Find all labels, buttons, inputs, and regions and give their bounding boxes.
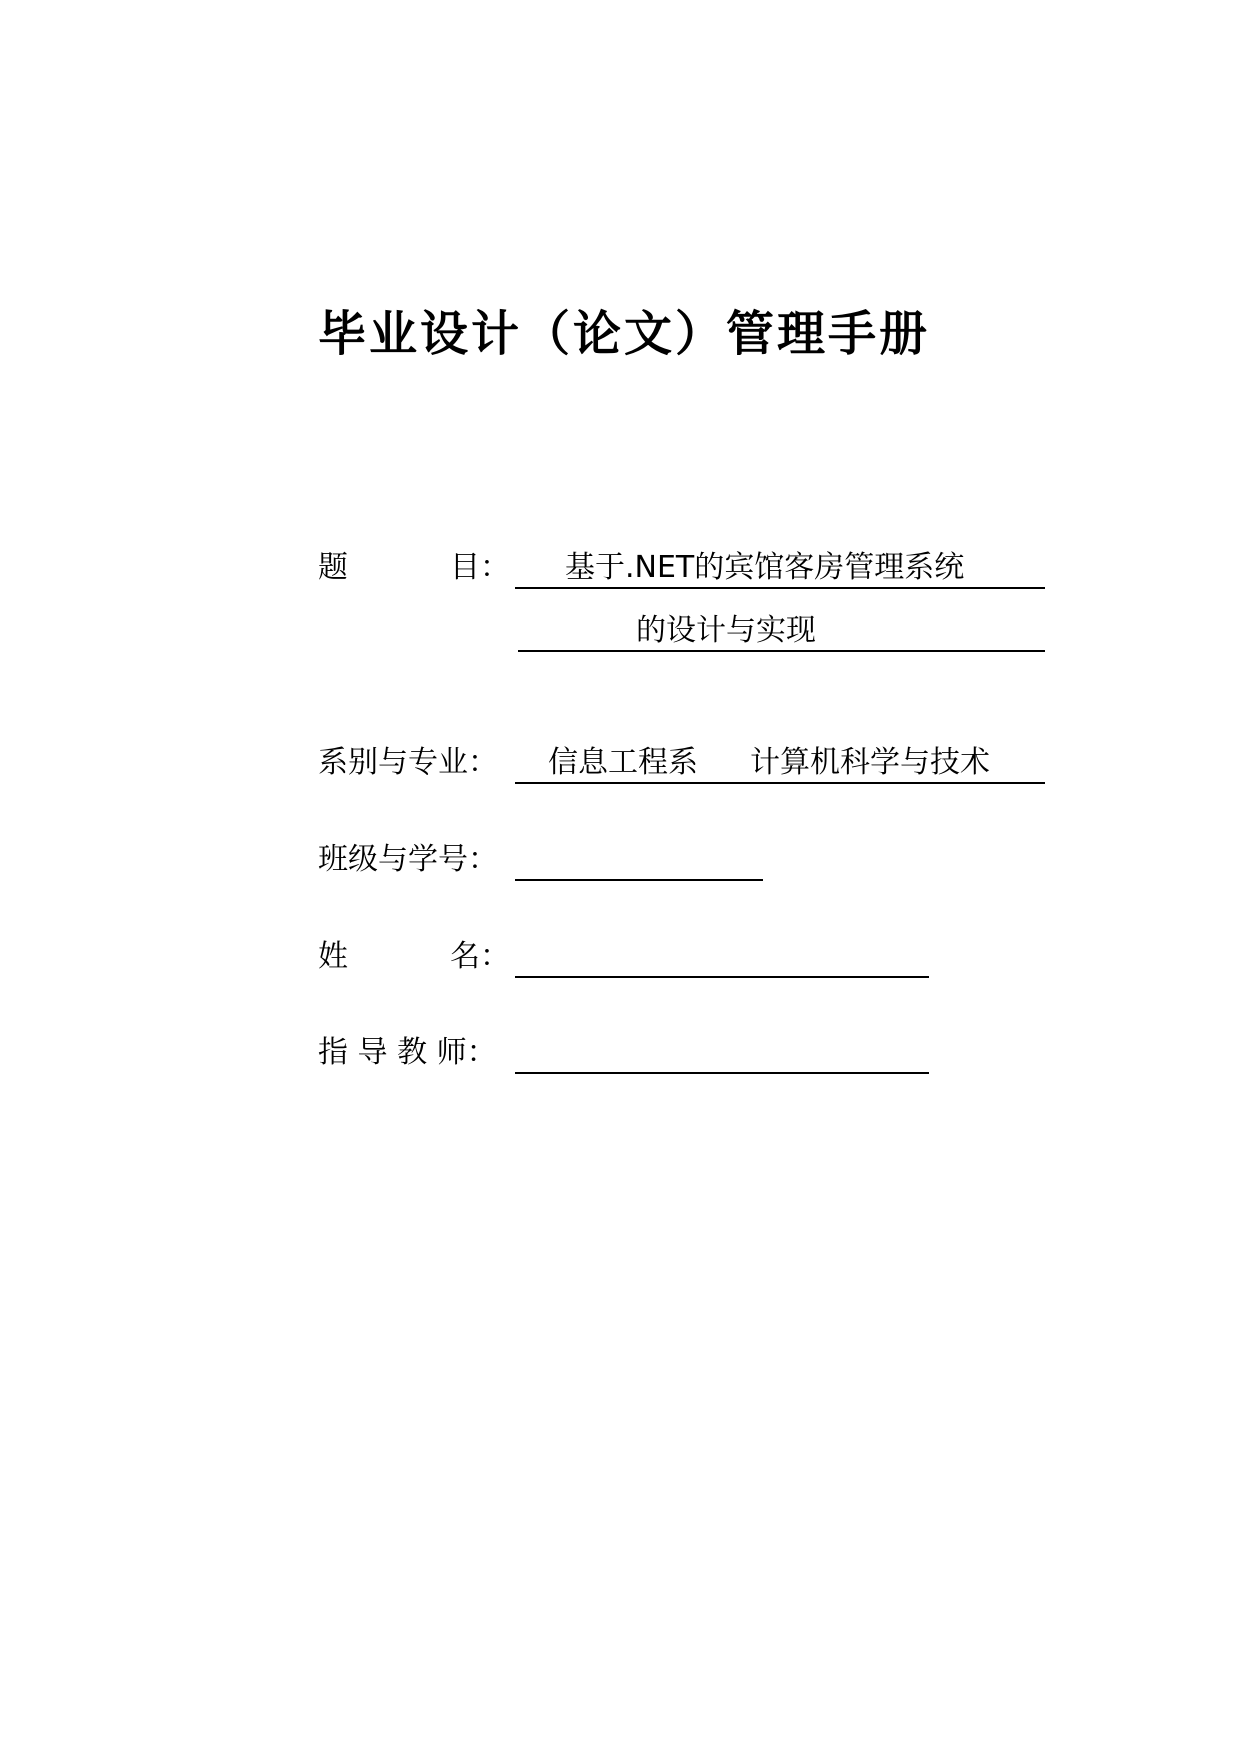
topic-line2-value: 的设计与实现 [636,613,816,648]
department-value-dept: 信息工程系 [548,745,698,780]
department-label: 系别与专业： [318,745,498,780]
name-label-char1: 姓 [318,939,348,974]
advisor-label: 指 导 教 师： [318,1035,497,1070]
name-underline [515,942,929,978]
topic-label-char1: 题 [318,550,348,585]
class-underline [515,845,763,881]
advisor-underline [515,1038,929,1074]
department-value-major: 计算机科学与技术 [750,745,990,780]
document-title: 毕业设计（论文）管理手册 [318,306,931,362]
topic-line1-value: 基于.NET的宾馆客房管理系统 [565,550,965,585]
topic-label-char2: 目： [450,550,510,585]
class-label: 班级与学号： [318,842,498,877]
name-label-char2: 名： [450,939,510,974]
